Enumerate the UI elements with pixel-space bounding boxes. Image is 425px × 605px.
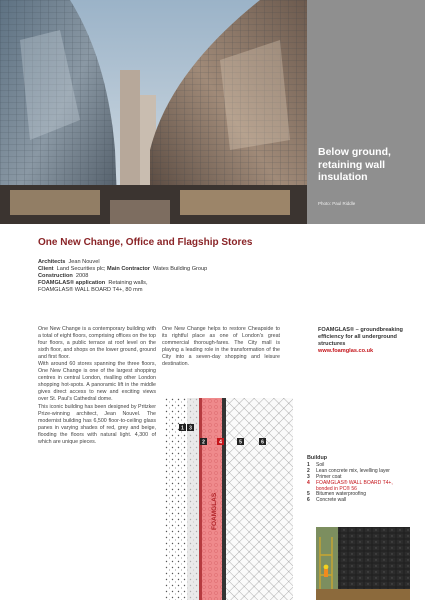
- application-line-2: FOAMGLAS® WALL BOARD T4+, 80 mm: [38, 287, 143, 293]
- architects-value: Jean Nouvel: [68, 259, 100, 265]
- photo-credit: Photo: Paul Riddle: [318, 201, 356, 206]
- buildup-item-number: 1: [307, 461, 310, 468]
- buildup-item-text: Lean concrete mix, levelling layer: [316, 467, 390, 474]
- board-label: FOAMGLAS: [211, 492, 218, 530]
- application-value: Retaining walls,: [108, 280, 148, 286]
- buildup-item-number: 2: [307, 467, 310, 474]
- buildup-item-number: 4: [307, 479, 310, 486]
- buildup-item-text: Soil: [316, 461, 325, 468]
- diagram-label-4: 4: [219, 439, 222, 446]
- diagram-label-5: 5: [239, 439, 242, 446]
- sidebar-panel: [307, 0, 425, 224]
- project-title: One New Change, Office and Flagship Stores: [38, 237, 253, 248]
- promo-text: FOAMGLAS® – groundbreaking efficiency for all underground structures: [318, 327, 403, 347]
- buildup-title: Buildup: [307, 455, 328, 461]
- buildup-legend: [307, 456, 407, 504]
- client-value: Land Securities plc;: [56, 266, 106, 272]
- diagram-label-1: 1: [181, 425, 184, 432]
- construction-site-illustration: [316, 527, 410, 600]
- buildup-item: [307, 498, 407, 504]
- buildup-item-number: 6: [307, 497, 310, 504]
- sidebar-title: Below ground, retaining wall insulation: [318, 146, 391, 183]
- wall-section-drawing: [165, 398, 293, 600]
- buildup-item-text: Bitumen waterproofing: [316, 491, 367, 498]
- paragraph: This iconic building has been designed by Pritzker Prize-winning architect, Jean Nouvel. The modernist building has 6,500 floor-to-ceiling glass panes in varying shades of red, grey and beige, flooding the floors with natural light. 4,300 of which are unique pieces.: [38, 403, 156, 445]
- diagram-label-2: 2: [202, 439, 205, 446]
- construction-label: Construction: [38, 273, 73, 279]
- contractor-label: Main Contractor: [107, 266, 150, 272]
- construction-site-photo: [316, 527, 410, 600]
- promo-link[interactable]: www.foamglas.co.uk: [318, 348, 374, 354]
- client-label: Client: [38, 266, 54, 272]
- wall-section-diagram: [165, 398, 293, 600]
- diagram-label-6: 6: [261, 439, 264, 446]
- diagram-label-3: 3: [189, 425, 192, 432]
- buildup-item-text: FOAMGLAS® WALL BOARD T4+, bonded in PC® 56: [316, 479, 393, 492]
- layer-bitumen: [222, 398, 226, 600]
- paragraph: One New Change helps to restore Cheapside to its rightful place as one of London's great commercial thorough-fares. The City mall is playing a leading role in the transformation of the City into a seven-day shopping and leisure destination.: [162, 326, 280, 368]
- application-label: FOAMGLAS® application: [38, 280, 106, 286]
- contractor-value: Wates Building Group: [153, 266, 208, 272]
- layer-primer: [199, 398, 202, 600]
- body-column-2: [162, 326, 280, 368]
- promo-block: [318, 327, 408, 355]
- buildup-item-text: Primer coat: [316, 473, 342, 480]
- architects-label: Architects: [38, 259, 66, 265]
- construction-value: 2008: [75, 273, 89, 279]
- paragraph: One New Change is a contemporary building with a total of eight floors, comprising offices on the top four floors, a public terrace at roof level on the sixth floor, and shops on the lower ground, ground and first floor.: [38, 326, 156, 361]
- body-column-1: [38, 326, 156, 446]
- paragraph: With around 60 stores spanning the three floors, One New Change is one of the largest shopping centres in central London, rivalling other London shopping hot-spots. A panoramic lift in the middle gives direct access to new and exciting views over St. Paul's Cathedral dome.: [38, 361, 156, 403]
- buildup-item-number: 5: [307, 491, 310, 498]
- buildup-item-number: 3: [307, 473, 310, 480]
- buildup-item-text: Concrete wall: [316, 497, 347, 504]
